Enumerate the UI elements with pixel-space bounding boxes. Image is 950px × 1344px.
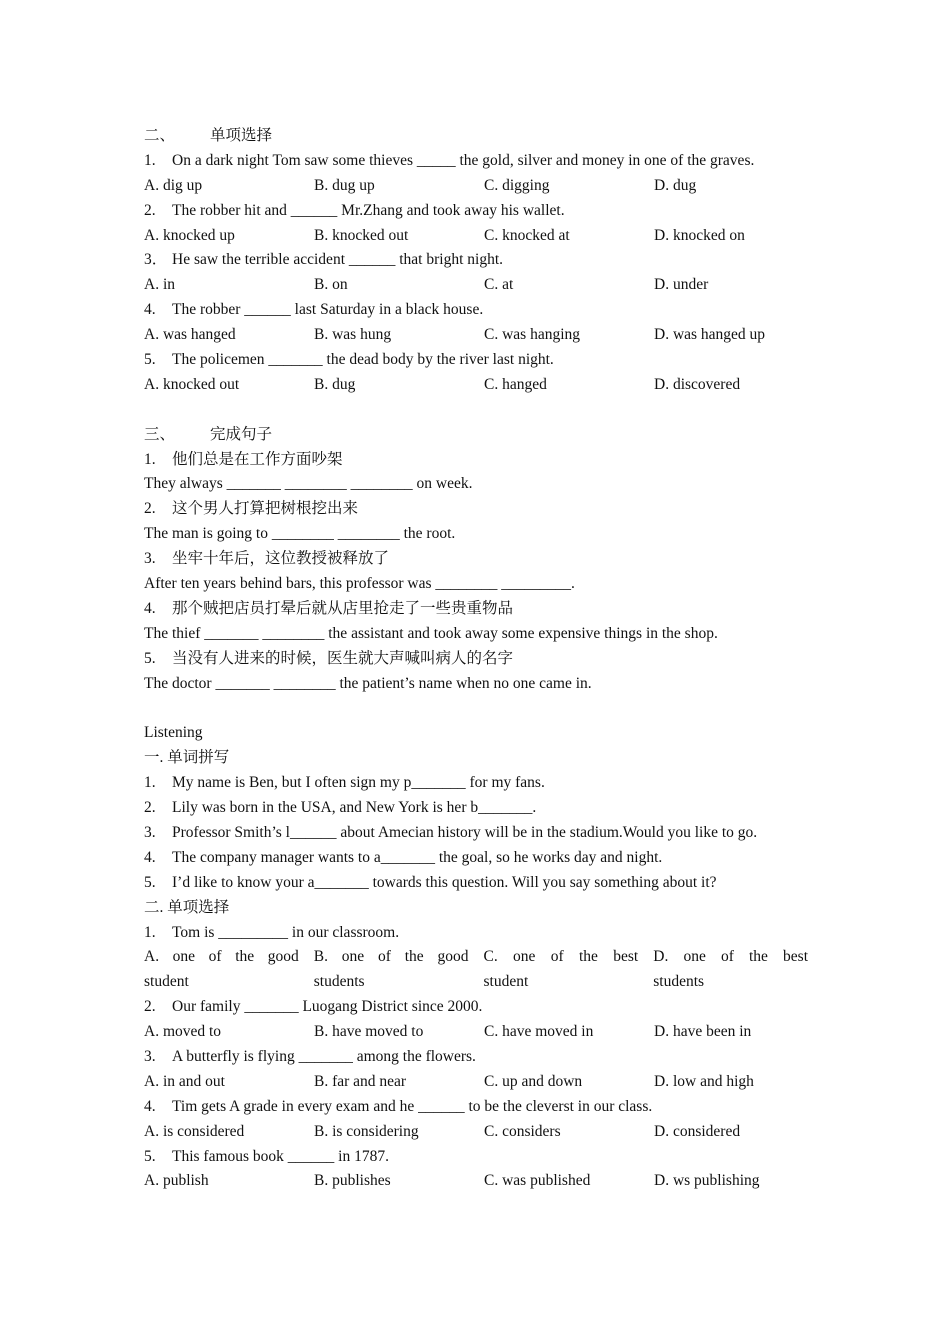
option-b: B. was hung <box>314 326 392 344</box>
option-b: B. on <box>314 276 348 294</box>
option-d: D. one of the best students <box>653 948 808 991</box>
item-text: Professor Smith’s l______ about Amecian history will be in the stadium.Would you like to go. <box>172 823 758 841</box>
question <box>144 348 808 373</box>
option-c: C. digging <box>484 176 550 194</box>
item-number: 1. <box>144 774 156 792</box>
item-number: 2. <box>144 500 156 518</box>
option-row <box>144 1070 808 1095</box>
spelling-item <box>144 821 808 846</box>
section-number: 三、 <box>144 425 176 443</box>
question <box>144 921 808 946</box>
spelling-item <box>144 846 808 871</box>
part-title: 二. 单项选择 <box>144 898 230 916</box>
option-row <box>144 945 808 995</box>
worksheet-page <box>144 124 808 1194</box>
option-c: C. up and down <box>484 1072 583 1090</box>
option-d: D. under <box>654 276 709 294</box>
option-b: B. one of the good students <box>313 948 469 991</box>
option-d: D. have been in <box>654 1023 752 1041</box>
option-a: A. dig up <box>144 176 203 194</box>
item-number: 3. <box>144 823 156 841</box>
listening-title: Listening <box>144 724 203 742</box>
item-text: I’d like to know your a_______ towards this question. Will you say something about it? <box>172 873 717 891</box>
option-d: D. dug <box>654 176 697 194</box>
option-d: D. considered <box>654 1122 741 1140</box>
option-c: C. was published <box>484 1172 591 1190</box>
option-b: B. is considering <box>314 1122 419 1140</box>
option-row <box>144 1120 808 1145</box>
question-number: 2. <box>144 201 156 219</box>
question-number: 1. <box>144 923 156 941</box>
option-c: C. knocked at <box>484 226 570 244</box>
section-heading <box>144 423 808 448</box>
option-d: D. low and high <box>654 1072 754 1090</box>
english-sentence: The man is going to ________ ________ the root. <box>144 525 456 543</box>
chinese-sentence: 坐牢十年后，这位教授被释放了 <box>172 550 390 568</box>
english-sentence: After ten years behind bars, this professor was ________ _________. <box>144 575 575 593</box>
option-d: D. was hanged up <box>654 326 766 344</box>
question <box>144 995 808 1020</box>
chinese-sentence: 这个男人打算把树根挖出来 <box>172 500 359 518</box>
option-a: A. knocked out <box>144 375 240 393</box>
item-number: 5. <box>144 649 156 667</box>
section-number: 二、 <box>144 127 176 144</box>
item-number: 4. <box>144 599 156 617</box>
question-text: This famous book ______ in 1787. <box>172 1147 389 1165</box>
option-a: A. one of the good student <box>144 948 299 991</box>
item-text: The company manager wants to a_______ the goal, so he works day and night. <box>172 848 663 866</box>
question-number: 5. <box>144 1147 156 1165</box>
question <box>144 199 808 224</box>
question <box>144 298 808 323</box>
section-title: 单项选择 <box>210 127 273 144</box>
question-number: 3. <box>144 1047 156 1065</box>
question-text: The robber hit and ______ Mr.Zhang and took away his wallet. <box>172 201 565 219</box>
option-c: C. at <box>484 276 514 294</box>
option-row <box>144 174 808 199</box>
question-text: Tom is _________ in our classroom. <box>172 923 400 941</box>
option-b: B. dug <box>314 375 356 393</box>
option-a: A. is considered <box>144 1122 245 1140</box>
question <box>144 248 808 273</box>
blank-line <box>144 696 808 721</box>
spelling-item <box>144 796 808 821</box>
blank-line <box>144 398 808 423</box>
option-c: C. one of the best student <box>483 948 639 991</box>
item-number: 3. <box>144 550 156 568</box>
english-sentence: They always _______ ________ ________ on week. <box>144 475 473 493</box>
english-sentence: The doctor _______ ________ the patient’s name when no one came in. <box>144 674 592 692</box>
option-b: B. knocked out <box>314 226 409 244</box>
question-text: On a dark night Tom saw some thieves _____ the gold, silver and money in one of the graves. <box>172 151 755 169</box>
question-text: The robber ______ last Saturday in a black house. <box>172 301 484 319</box>
chinese-prompt <box>144 597 808 622</box>
option-b: B. far and near <box>314 1072 407 1090</box>
question-text: Tim gets A grade in every exam and he ______ to be the cleverst in our class. <box>172 1097 653 1115</box>
chinese-sentence: 那个贼把店员打晕后就从店里抢走了一些贵重物品 <box>172 599 514 617</box>
option-c: C. have moved in <box>484 1023 594 1041</box>
item-number: 4. <box>144 848 156 866</box>
section-heading <box>144 124 808 149</box>
option-b: B. have moved to <box>314 1023 424 1041</box>
question <box>144 1045 808 1070</box>
question-number: 1. <box>144 151 156 169</box>
question <box>144 1095 808 1120</box>
question-text: He saw the terrible accident ______ that bright night. <box>172 251 504 269</box>
question <box>144 1145 808 1170</box>
option-a: A. in <box>144 276 175 294</box>
option-a: A. publish <box>144 1172 209 1190</box>
option-c: C. hanged <box>484 375 547 393</box>
option-row <box>144 323 808 348</box>
option-a: A. in and out <box>144 1072 225 1090</box>
english-sentence: The thief _______ ________ the assistant and took away some expensive things in the shop. <box>144 624 718 642</box>
item-number: 5. <box>144 873 156 891</box>
question-number: 4. <box>144 1097 156 1115</box>
question-number: 2. <box>144 998 156 1016</box>
option-a: A. moved to <box>144 1023 222 1041</box>
part-title: 一. 单词拼写 <box>144 749 230 767</box>
option-b: B. publishes <box>314 1172 391 1190</box>
option-row <box>144 1169 808 1194</box>
question-number: 3． <box>144 251 168 269</box>
item-number: 1. <box>144 450 156 468</box>
option-row <box>144 373 808 398</box>
option-c: C. was hanging <box>484 326 581 344</box>
question-text: A butterfly is flying _______ among the flowers. <box>172 1047 476 1065</box>
option-d: D. ws publishing <box>654 1172 760 1190</box>
option-d: D. discovered <box>654 375 741 393</box>
question-text: Our family _______ Luogang District since 2000. <box>172 998 483 1016</box>
chinese-prompt <box>144 497 808 522</box>
question-text: The policemen _______ the dead body by the river last night. <box>172 351 554 369</box>
chinese-sentence: 他们总是在工作方面吵架 <box>172 450 343 468</box>
option-a: A. was hanged <box>144 326 236 344</box>
item-text: Lily was born in the USA, and New York is her b_______. <box>172 799 537 817</box>
spelling-item <box>144 871 808 896</box>
chinese-sentence: 当没有人进来的时候，医生就大声喊叫病人的名字 <box>172 649 514 667</box>
option-c: C. considers <box>484 1122 561 1140</box>
question <box>144 149 808 174</box>
option-d: D. knocked on <box>654 226 745 244</box>
option-row <box>144 224 808 249</box>
option-b: B. dug up <box>314 176 375 194</box>
option-a: A. knocked up <box>144 226 235 244</box>
option-row <box>144 1020 808 1045</box>
chinese-prompt <box>144 547 808 572</box>
question-number: 5. <box>144 351 156 369</box>
item-number: 2. <box>144 799 156 817</box>
chinese-prompt <box>144 448 808 473</box>
item-text: My name is Ben, but I often sign my p_______ for my fans. <box>172 774 545 792</box>
question-number: 4. <box>144 301 156 319</box>
section-title: 完成句子 <box>210 425 273 443</box>
spelling-item <box>144 771 808 796</box>
chinese-prompt <box>144 647 808 672</box>
option-row <box>144 273 808 298</box>
